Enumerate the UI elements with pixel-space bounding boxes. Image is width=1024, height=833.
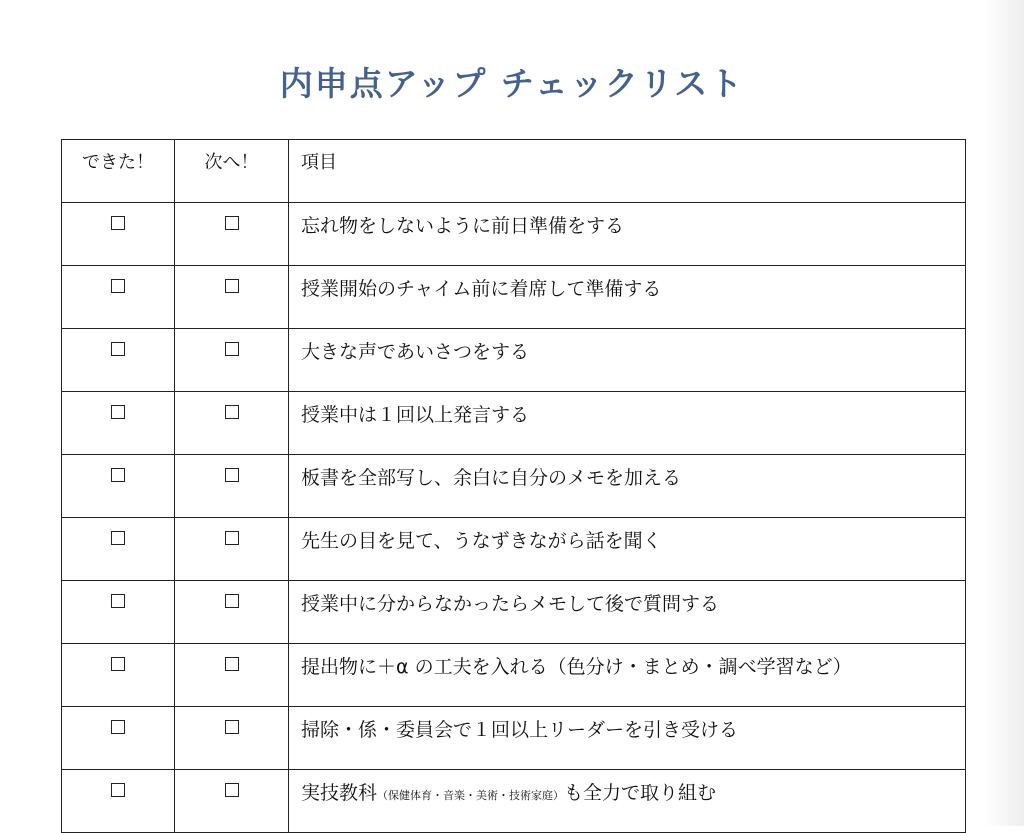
table-row	[62, 455, 966, 518]
item-text: 板書を全部写し、余白に自分のメモを加える	[289, 455, 966, 518]
next-checkbox[interactable]	[225, 342, 239, 356]
table-row	[62, 266, 966, 329]
header-row	[62, 140, 966, 203]
item-text: 忘れ物をしないように前日準備をする	[289, 203, 966, 266]
table-row	[62, 581, 966, 644]
item-text: 先生の目を見て、うなずきながら話を聞く	[289, 518, 966, 581]
next-checkbox[interactable]	[225, 720, 239, 734]
next-cell	[175, 392, 289, 455]
checklist-table	[61, 139, 966, 833]
item-text: 授業開始のチャイム前に着席して準備する	[289, 266, 966, 329]
item-text-after: も全力で取り組む	[564, 782, 717, 804]
table-row	[62, 392, 966, 455]
header-next: 次へ！	[175, 140, 289, 203]
table-row	[62, 518, 966, 581]
item-text: 授業中は１回以上発言する	[289, 392, 966, 455]
done-cell	[62, 707, 175, 770]
table-row	[62, 329, 966, 392]
next-cell	[175, 266, 289, 329]
next-checkbox[interactable]	[225, 405, 239, 419]
item-text-group	[289, 770, 966, 833]
next-cell	[175, 644, 289, 707]
table-row	[62, 644, 966, 707]
next-checkbox[interactable]	[225, 531, 239, 545]
item-text: 授業中に分からなかったらメモして後で質問する	[289, 581, 966, 644]
next-checkbox[interactable]	[225, 783, 239, 797]
table-row	[62, 707, 966, 770]
item-text: 実技教科	[301, 782, 378, 804]
done-checkbox[interactable]	[111, 279, 125, 293]
table-row	[62, 770, 966, 833]
done-checkbox[interactable]	[111, 216, 125, 230]
header-done: できた！	[62, 140, 175, 203]
item-text: 掃除・係・委員会で１回以上リーダーを引き受ける	[289, 707, 966, 770]
next-cell	[175, 770, 289, 833]
done-checkbox[interactable]	[111, 594, 125, 608]
done-cell	[62, 518, 175, 581]
done-cell	[62, 581, 175, 644]
done-checkbox[interactable]	[111, 468, 125, 482]
done-cell	[62, 455, 175, 518]
next-cell	[175, 455, 289, 518]
next-checkbox[interactable]	[225, 279, 239, 293]
done-cell	[62, 770, 175, 833]
next-cell	[175, 707, 289, 770]
done-cell	[62, 329, 175, 392]
done-checkbox[interactable]	[111, 720, 125, 734]
item-text: 大きな声であいさつをする	[289, 329, 966, 392]
done-checkbox[interactable]	[111, 405, 125, 419]
item-note: （保健体育・音楽・美術・技術家庭）	[377, 789, 565, 802]
next-cell	[175, 581, 289, 644]
header-item: 項目	[289, 140, 966, 203]
next-checkbox[interactable]	[225, 657, 239, 671]
done-checkbox[interactable]	[111, 531, 125, 545]
item-text: 提出物に＋α の工夫を入れる（色分け・まとめ・調べ学習など）	[289, 644, 966, 707]
done-checkbox[interactable]	[111, 657, 125, 671]
table-row	[62, 203, 966, 266]
done-cell	[62, 392, 175, 455]
next-cell	[175, 329, 289, 392]
done-cell	[62, 203, 175, 266]
done-checkbox[interactable]	[111, 783, 125, 797]
page-edge-shadow	[984, 0, 1024, 826]
page-title: 内申点アップ チェックリスト	[279, 64, 745, 103]
next-checkbox[interactable]	[225, 468, 239, 482]
done-checkbox[interactable]	[111, 342, 125, 356]
next-checkbox[interactable]	[225, 594, 239, 608]
done-cell	[62, 644, 175, 707]
done-cell	[62, 266, 175, 329]
next-checkbox[interactable]	[225, 216, 239, 230]
next-cell	[175, 518, 289, 581]
next-cell	[175, 203, 289, 266]
